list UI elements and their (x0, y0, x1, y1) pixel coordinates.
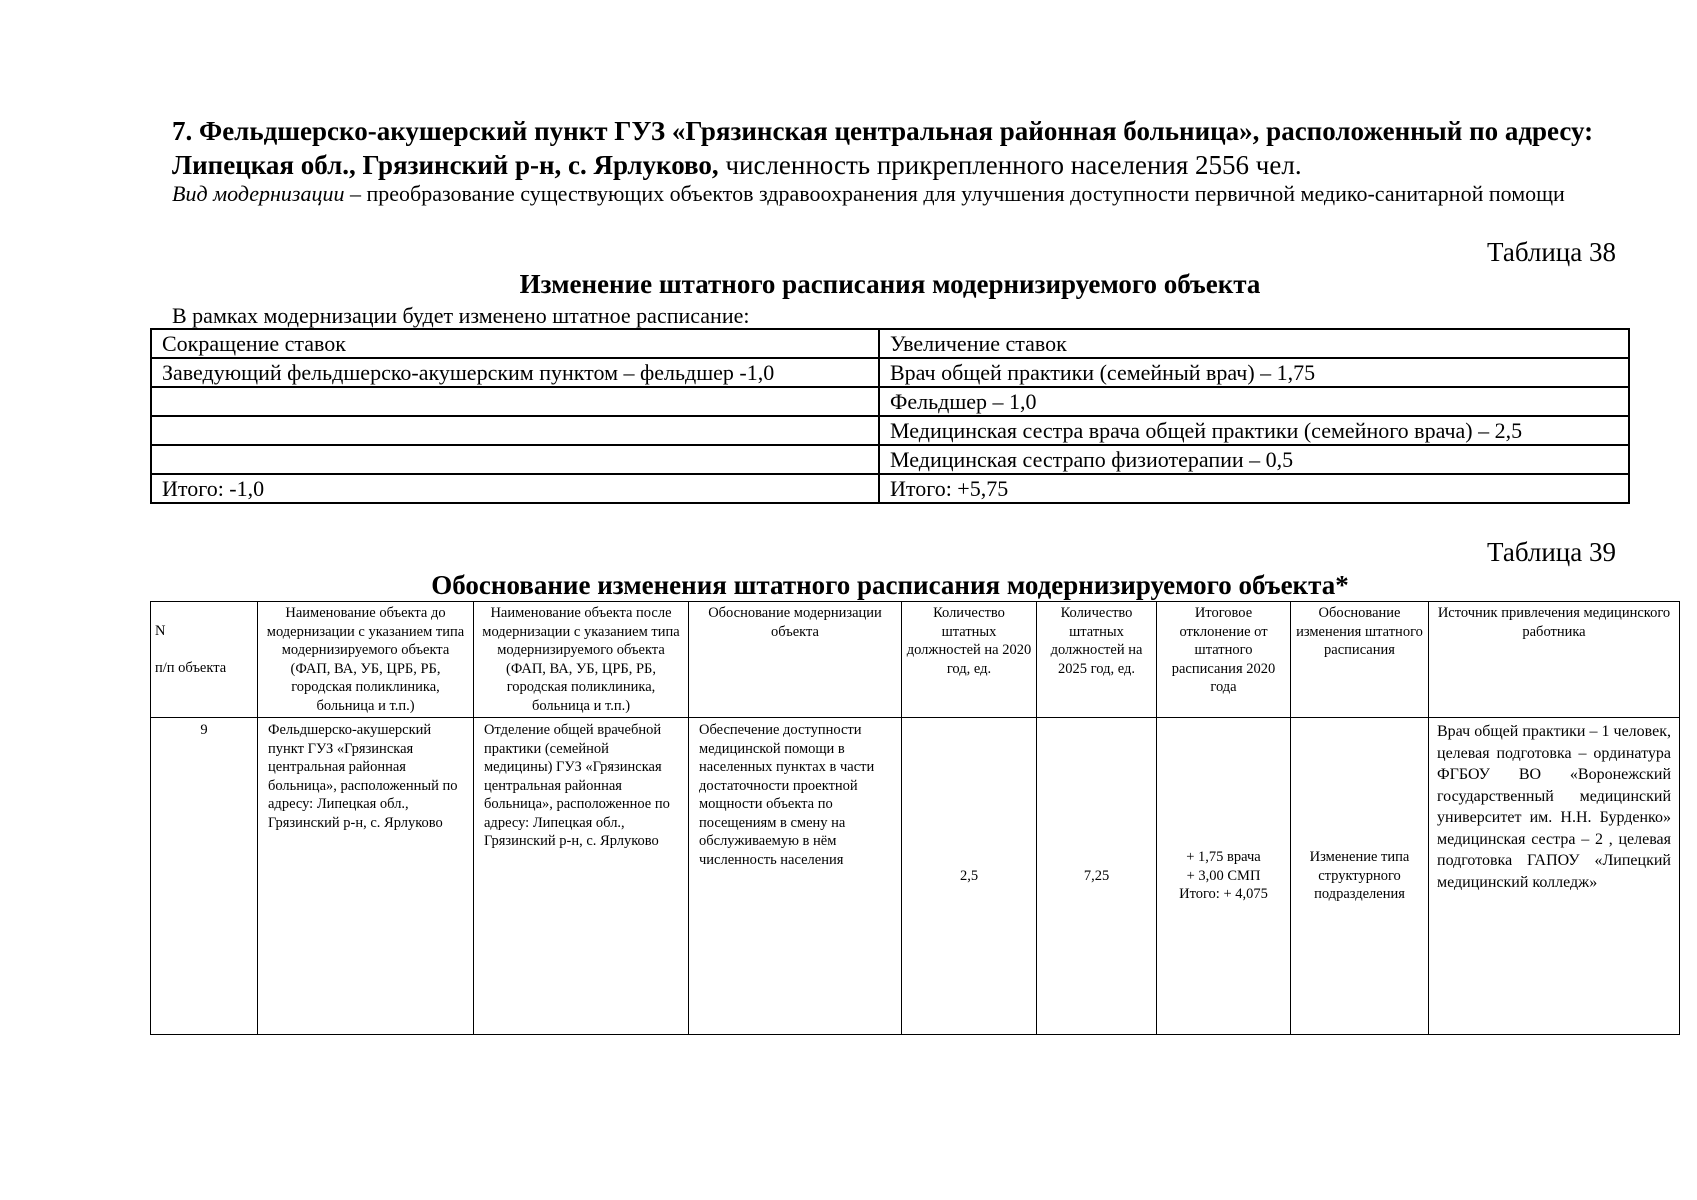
row-count-2020: 2,5 (902, 718, 1037, 1035)
row-after: Отделение общей врачебной практики (семейной медицины) ГУЗ «Грязинская центральная районная больница», расположенное по адресу: Липецкая обл., Грязинский р-н, с. Ярлуково (474, 718, 689, 1035)
table-cell (151, 416, 879, 445)
row-change-reason: Изменение типа структурного подразделения (1291, 718, 1429, 1035)
table-row (151, 329, 1629, 358)
table-cell (151, 387, 879, 416)
table-row (151, 387, 1629, 416)
table-cell: Увеличение ставок (879, 329, 1629, 358)
header-before: Наименование объекта до модернизации с указанием типа модернизируемого объекта (ФАП, ВА, УБ, ЦРБ, РБ, городская поликлиника, больница и т.п.) (258, 602, 474, 718)
staff-justification-table (150, 601, 1680, 1035)
deviation-total: Итого: + 4,075 (1179, 886, 1268, 903)
section-title-bold: 7. Фельдшерско-акушерский пункт ГУЗ «Грязинская центральная районная больница», расположенный по адресу: Липецкая обл., Грязинский р-н, с. Ярлуково, (172, 116, 1594, 180)
section-title-population: численность прикрепленного населения 2556 чел. (718, 150, 1302, 180)
table-cell: Итого: -1,0 (151, 474, 879, 503)
row-before: Фельдшерско-акушерский пункт ГУЗ «Грязинская центральная районная больница», расположенный по адресу: Липецкая обл., Грязинский р-н, с. Ярлуково (258, 718, 474, 1035)
table-row (151, 445, 1629, 474)
table-cell: Фельдшер – 1,0 (879, 387, 1629, 416)
table-cell: Сокращение ставок (151, 329, 879, 358)
row-source: Врач общей практики – 1 человек, целевая подготовка – ординатура ФГБОУ ВО «Воронежский государственный медицинский университет им. Н.Н. Бурденко» медицинская сестра – 2 , целевая подготовка ГАПОУ «Липецкий медицинский колледж» (1429, 718, 1680, 1035)
header-row (151, 602, 1680, 718)
modernization-text: – преобразование существующих объектов здравоохранения для улучшения доступности первичной медико-санитарной помощи (344, 181, 1565, 206)
table38-title: Изменение штатного расписания модернизируемого объекта (519, 269, 1261, 299)
header-change-reason: Обоснование изменения штатного расписания (1291, 602, 1429, 718)
table-cell: Итого: +5,75 (879, 474, 1629, 503)
table39-number: Таблица 39 (1487, 537, 1616, 567)
header-count-2020: Количество штатных должностей на 2020 год, ед. (902, 602, 1037, 718)
table-row (151, 416, 1629, 445)
table-row (151, 718, 1680, 1035)
header-n: N (155, 623, 166, 639)
table38-number: Таблица 38 (1487, 237, 1616, 267)
table-cell: Медицинская сестра врача общей практики (семейного врача) – 2,5 (879, 416, 1629, 445)
row-count-2025: 7,25 (1037, 718, 1157, 1035)
header-source: Источник привлечения медицинского работника (1429, 602, 1680, 718)
row-justification: Обеспечение доступности медицинской помощи в населенных пунктах в части достаточности проектной мощности объекта по посещениям в смену на обслуживаемую в нём численность населения (689, 718, 902, 1035)
table-row (151, 358, 1629, 387)
header-after: Наименование объекта после модернизации с указанием типа модернизируемого объекта (ФАП, ВА, УБ, ЦРБ, РБ, городская поликлиника, больница и т.п.) (474, 602, 689, 718)
row-number: 9 (151, 718, 258, 1035)
table-cell (151, 445, 879, 474)
deviation-doctors: + 1,75 врача (1186, 849, 1261, 866)
table39-title: Обоснование изменения штатного расписания модернизируемого объекта* (431, 570, 1349, 600)
table-cell: Медицинская сестрапо физиотерапии – 0,5 (879, 445, 1629, 474)
header-justification: Обоснование модернизации объекта (689, 602, 902, 718)
table-row (151, 474, 1629, 503)
header-number (151, 602, 258, 718)
deviation-nurses: + 3,00 СМП (1186, 867, 1261, 884)
header-count-2025: Количество штатных должностей на 2025 год, ед. (1037, 602, 1157, 718)
row-deviation (1157, 718, 1291, 1035)
table38-intro: В рамках модернизации будет изменено штатное расписание: (172, 303, 750, 328)
section-heading (172, 114, 1642, 182)
modernization-type (172, 180, 1642, 208)
table-cell: Врач общей практики (семейный врач) – 1,75 (879, 358, 1629, 387)
table-cell: Заведующий фельдшерско-акушерским пунктом – фельдшер -1,0 (151, 358, 879, 387)
header-pp: п/п объекта (155, 659, 227, 676)
staff-change-table (150, 328, 1630, 504)
modernization-label: Вид модернизации (172, 181, 345, 206)
header-deviation: Итоговое отклонение от штатного расписания 2020 года (1157, 602, 1291, 718)
